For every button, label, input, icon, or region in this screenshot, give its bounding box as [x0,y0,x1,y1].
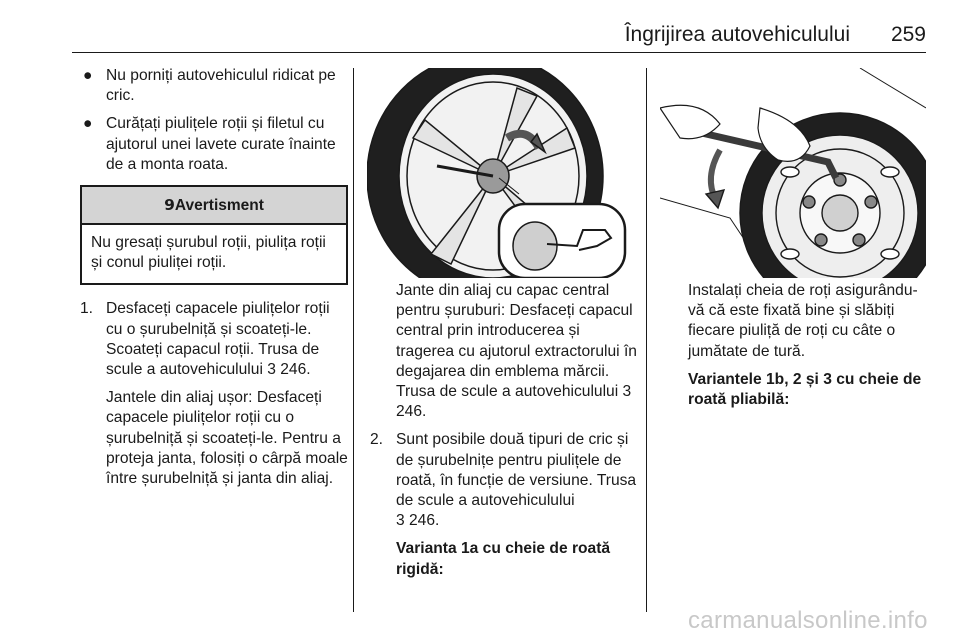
column-divider [646,68,647,612]
section-heading: Variantele 1b, 2 și 3 cu cheie de roată pliabilă: [688,370,922,409]
step-1-note: Jantele din aliaj ușor: Desfaceți capacele piulițelor roții cu o șurubelniță și scoateți-le. Pentru a proteja janta, folosiți o cârpă moale între șurubelniță și janta din aliaj. [106,389,348,488]
step-2: 2. Sunt posibile două tipuri de cric și de șurubelnițe pentru piulițele de roată, în funcție de versiune. Trusa de scule a autovehiculului 3 246. Varianta 1a cu cheie de roată rigidă: [370,430,640,579]
figure-caption: Jante din aliaj cu capac central pentru șuruburi: Desfaceți capacul central prin introducerea și tragerea cu ajutorul extractorului în degajarea din emblema mărcii. Trusa de scule a autovehiculului 3 246. [396,282,637,421]
bullet-list [80,66,348,175]
warning-icon: 9 [164,196,175,215]
step-number: 1. [80,300,94,318]
step-number: 2. [370,431,384,449]
column-left [80,66,348,497]
warning-title: Avertisment [174,197,264,215]
column-right [688,281,928,418]
page-header [72,0,926,53]
instruction-text: Instalați cheia de roți asigurându-vă că este fixată bine și slăbiți fiecare piuliță de roți cu câte o jumătate de tură. [688,282,918,360]
column-middle [370,281,640,588]
section-heading: Varianta 1a cu cheie de roată rigidă: [396,540,611,578]
warning-header [82,187,346,225]
page-reference: 3 246. [396,512,440,530]
warning-box [80,185,348,285]
page-number: 259 [890,23,926,46]
watermark: carmanualsonline.info [688,607,928,634]
list-item: ● Nu porniți autovehiculul ridicat pe cric. [83,67,336,105]
column-divider [353,68,354,612]
page-reference: 3 246. [267,361,311,379]
step-1: 1. Desfaceți capacele piulițelor roții cu o șurubelniță și scoateți-le. Scoateți capacul roții. Trusa de scule a autovehiculului 3 246. Jantele din aliaj ușor: Desfaceți capacele piulițelor roții cu o șurubelniță și scoateți-le. Pentru a proteja janta, folosiți o cârpă moale între șurubelniță și janta din aliaj. [80,299,348,489]
page-title: Îngrijirea autovehiculului [624,23,850,46]
page-reference: 3 246. [396,383,632,421]
alloy-wheel-illustration [367,68,637,278]
wrench-wheel-illustration [660,68,926,278]
warning-text: Nu gresați șurubul roții, piulița roții și conul piuliței roții. [91,234,326,272]
list-item: ● Curățați piulițele roții și filetul cu ajutorul unei lavete curate înainte de a monta roata. [83,115,336,173]
